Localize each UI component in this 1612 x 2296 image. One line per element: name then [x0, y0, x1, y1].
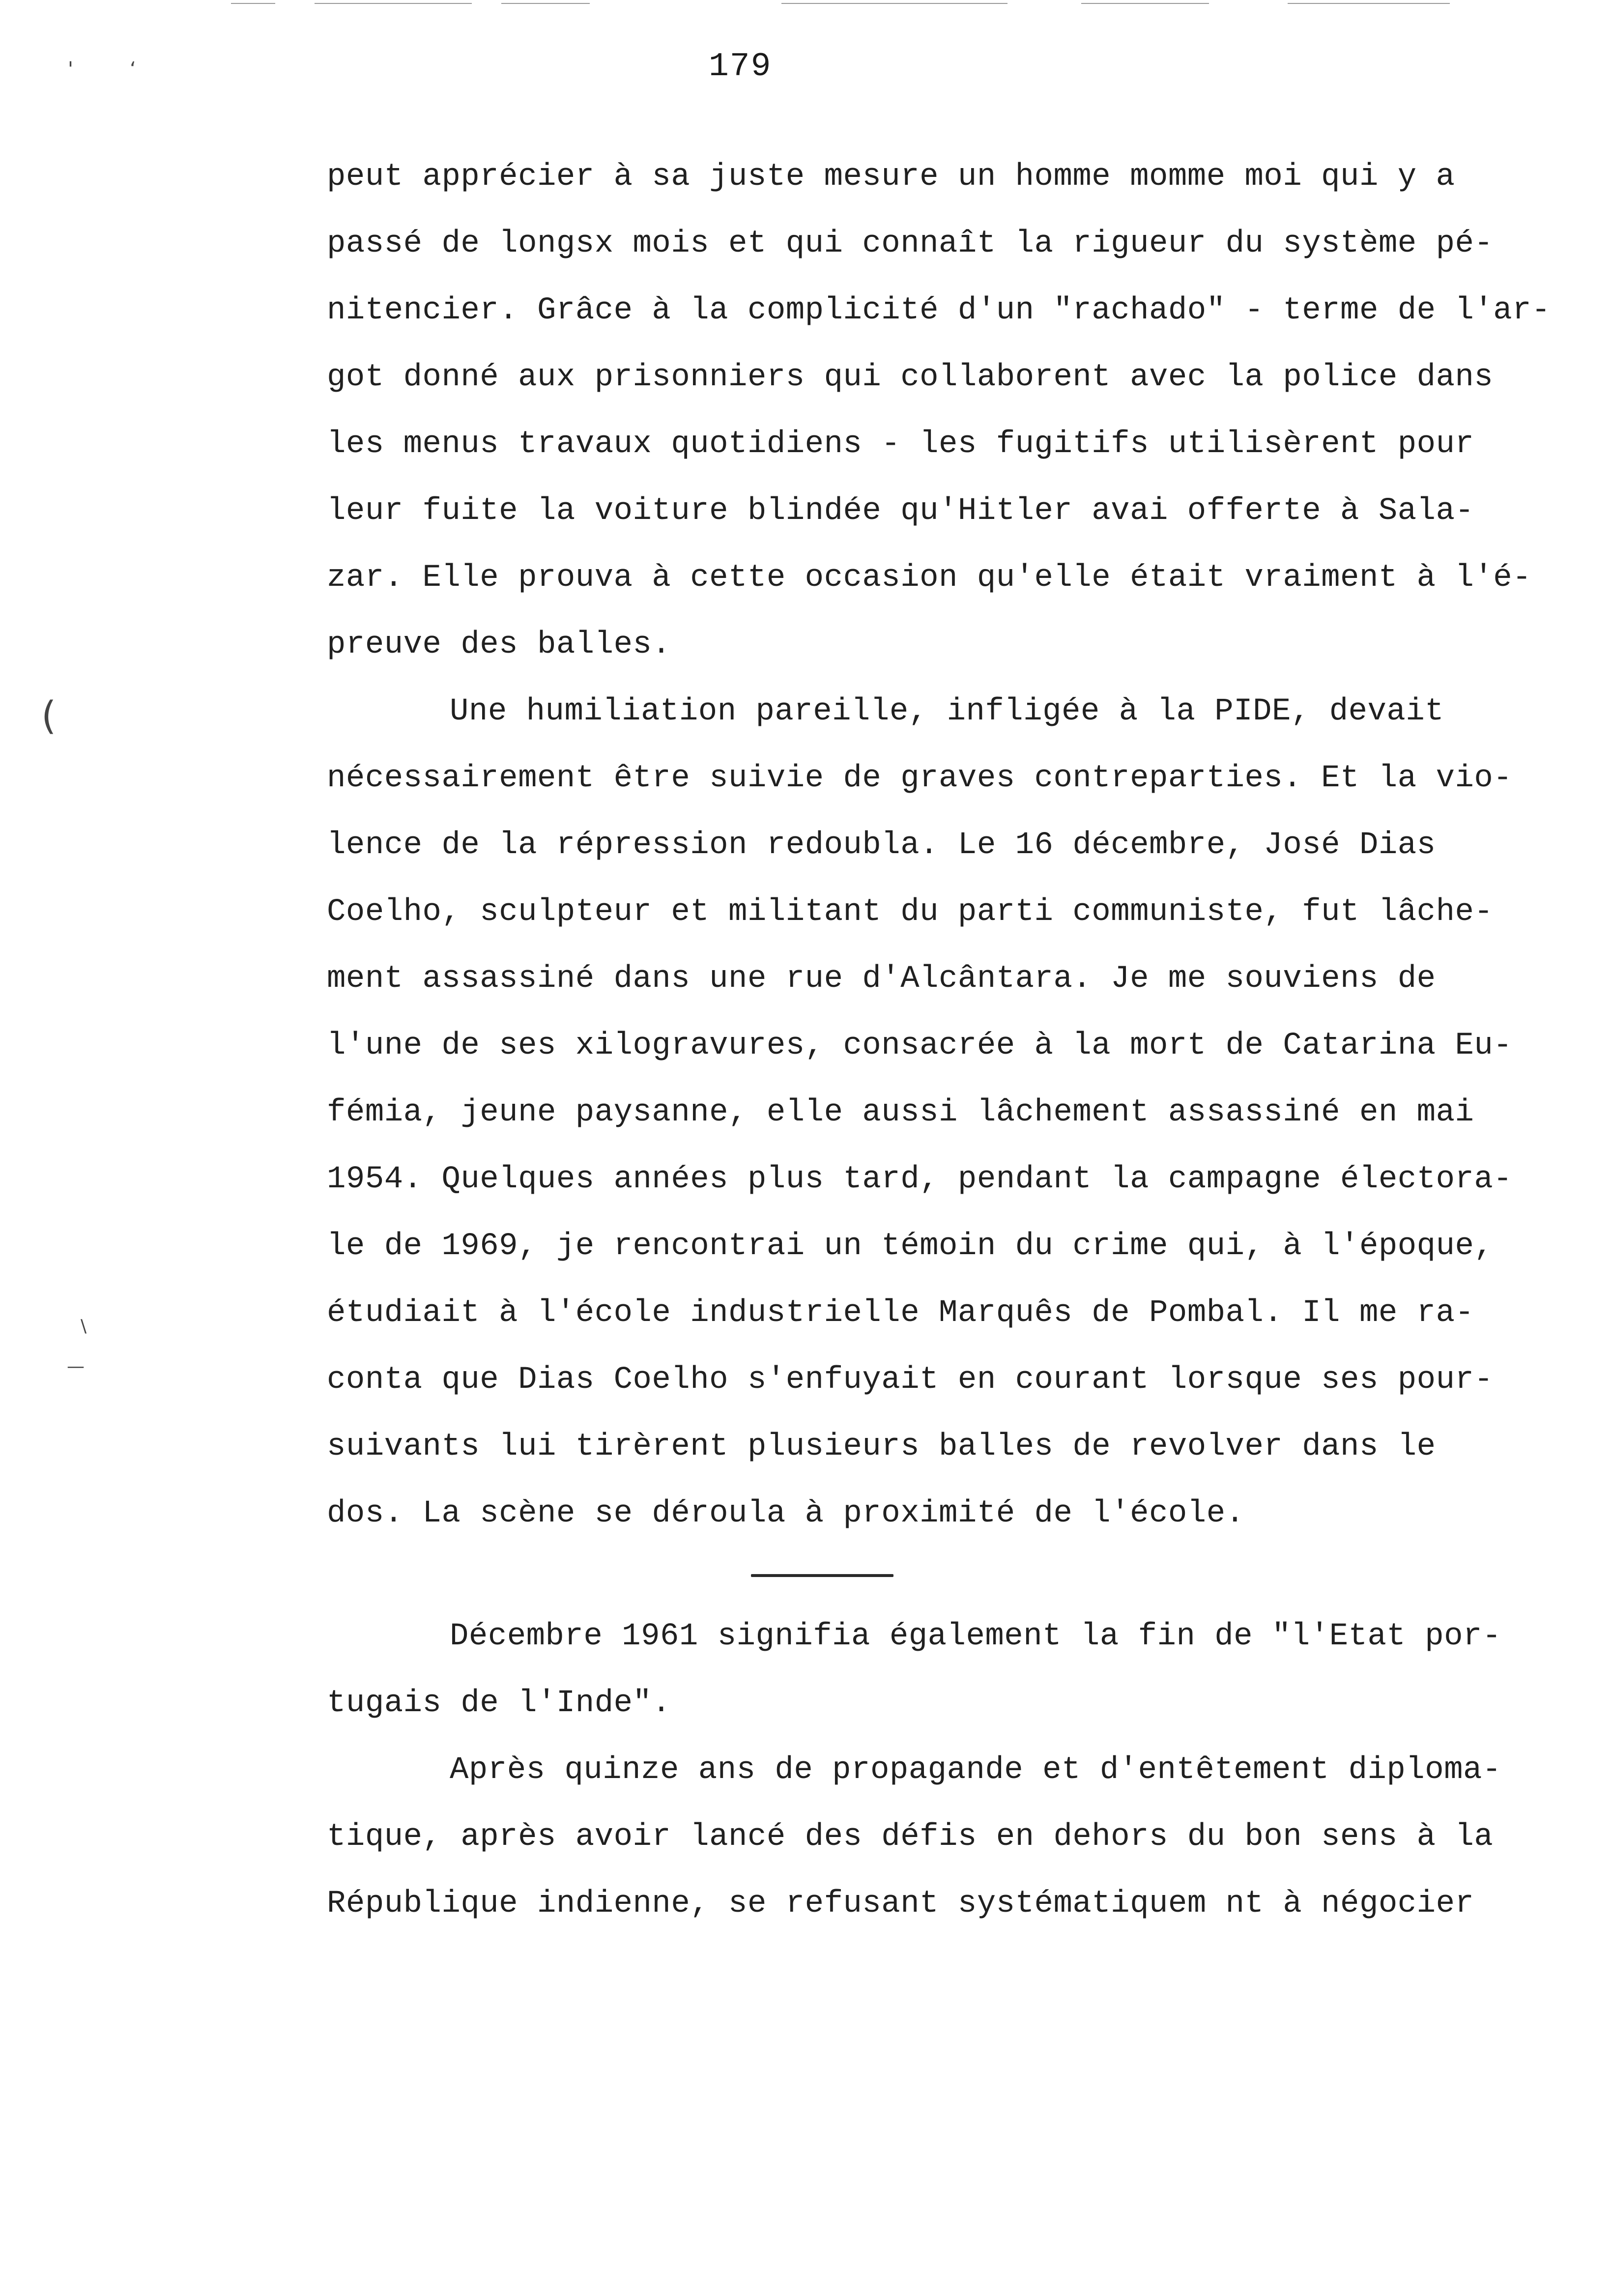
paragraph-1 [327, 144, 1565, 678]
text-line: nécessairement être suivie de graves contreparties. Et la vio- [327, 761, 1513, 796]
text-line: Décembre 1961 signifia également la fin de "l'Etat por- [450, 1619, 1501, 1654]
top-edge-rule [231, 3, 275, 4]
text-line: Coelho, sculpteur et militant du parti communiste, fut lâche- [327, 894, 1494, 930]
text-line: fémia, jeune paysanne, elle aussi lâchement assassiné en mai [327, 1095, 1474, 1130]
text-line: conta que Dias Coelho s'enfuyait en courant lorsque ses pour- [327, 1362, 1494, 1398]
margin-mark: — [67, 1356, 85, 1377]
text-line: 1954. Quelques années plus tard, pendant la campagne électora- [327, 1162, 1513, 1197]
text-line: nitencier. Grâce à la complicité d'un "rachado" - terme de l'ar- [327, 293, 1551, 328]
text-line: Une humiliation pareille, infligée à la PIDE, devait [450, 694, 1444, 729]
text-line: preuve des balles. [327, 627, 671, 662]
page-number: 179 [709, 48, 772, 86]
text-line: République indienne, se refusant systématiquem nt à négocier [327, 1886, 1474, 1922]
text-line: Après quinze ans de propagande et d'entêtement diploma- [450, 1752, 1501, 1788]
margin-mark: ‘ [130, 58, 136, 81]
top-edge-rule [1081, 3, 1209, 4]
top-edge-rule [501, 3, 590, 4]
margin-mark: \ [81, 1316, 87, 1336]
section-separator [751, 1574, 893, 1577]
text-line: les menus travaux quotidiens - les fugitifs utilisèrent pour [327, 427, 1474, 462]
top-edge-rule [1288, 3, 1450, 4]
margin-mark: ' [68, 58, 73, 81]
top-edge-rule [315, 3, 472, 4]
text-line: leur fuite la voiture blindée qu'Hitler avai offerte à Sala- [327, 493, 1474, 529]
paragraph-4 [327, 1737, 1565, 1937]
text-line: zar. Elle prouva à cette occasion qu'elle était vraiment à l'é- [327, 560, 1532, 596]
text-line: lence de la répression redoubla. Le 16 décembre, José Dias [327, 828, 1436, 863]
text-line: étudiait à l'école industrielle Marquês de Pombal. Il me ra- [327, 1295, 1474, 1331]
text-line: suivants lui tirèrent plusieurs balles de revolver dans le [327, 1429, 1436, 1464]
text-line: l'une de ses xilogravures, consacrée à la mort de Catarina Eu- [327, 1028, 1513, 1063]
text-line: passé de longsx mois et qui connaît la rigueur du système pé- [327, 226, 1494, 261]
top-edge-rule [781, 3, 1008, 4]
text-line: got donné aux prisonniers qui collaborent avec la police dans [327, 360, 1494, 395]
margin-paren-mark: ( [41, 694, 57, 738]
paragraph-2 [327, 678, 1565, 1547]
paragraph-3 [327, 1603, 1565, 1737]
text-line: peut apprécier à sa juste mesure un homme momme moi qui y a [327, 159, 1455, 195]
text-line: tugais de l'Inde". [327, 1686, 671, 1721]
text-line: le de 1969, je rencontrai un témoin du crime qui, à l'époque, [327, 1229, 1494, 1264]
text-line: ment assassiné dans une rue d'Alcântara. Je me souviens de [327, 961, 1436, 997]
text-line: dos. La scène se déroula à proximité de l'école. [327, 1496, 1245, 1531]
text-line: tique, après avoir lancé des défis en dehors du bon sens à la [327, 1819, 1494, 1855]
